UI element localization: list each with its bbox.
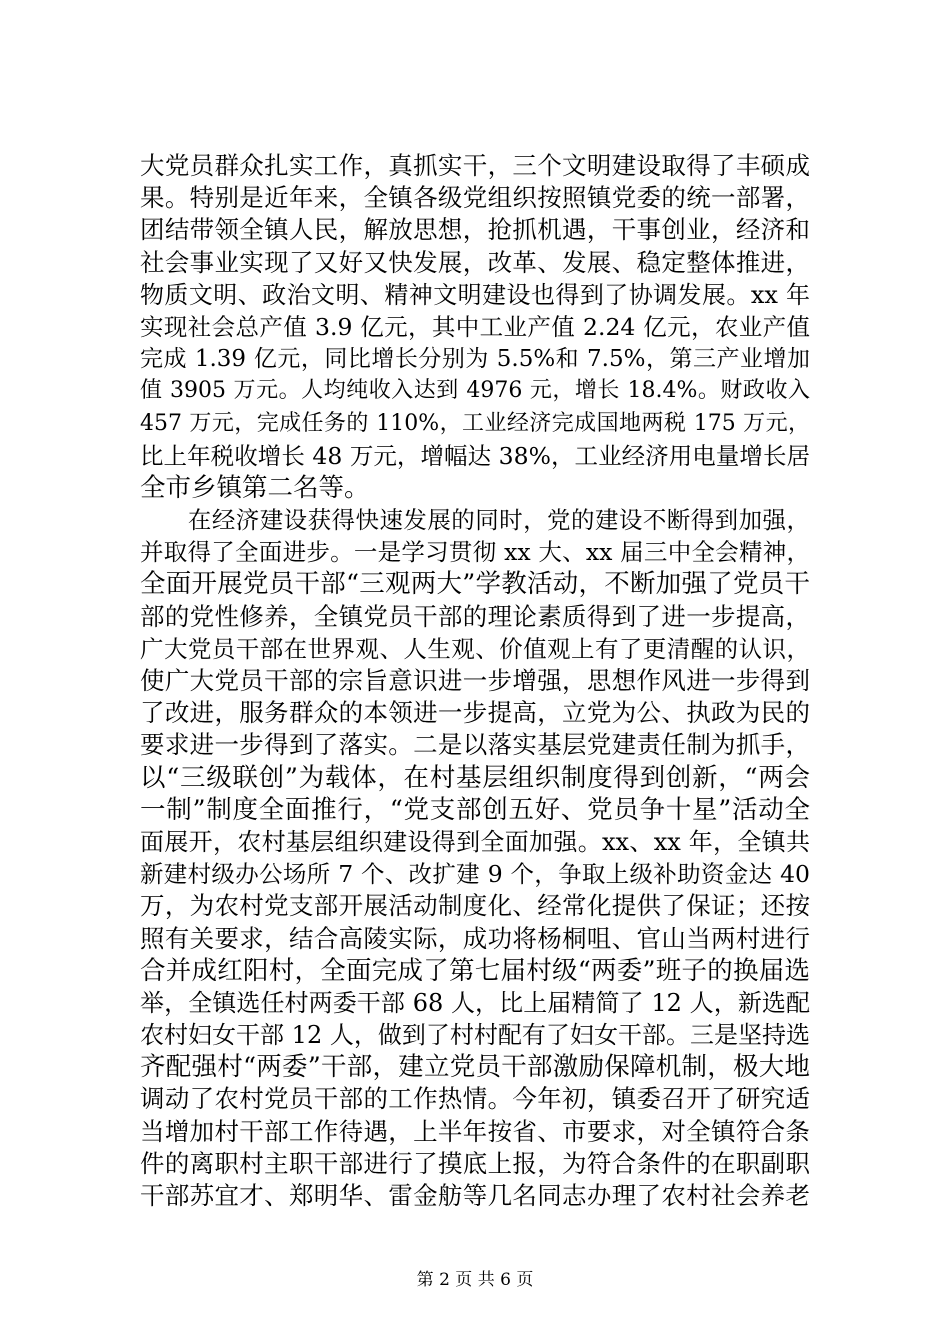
text-line: 以“三级联创”为载体，在村基层组织制度得到创新，“两会 (140, 762, 810, 793)
text-line: 值 3905 万元。人均纯收入达到 4976 元，增长 18.4%。财政收入 (140, 378, 810, 404)
text-line: 要求进一步得到了落实。二是以落实基层党建责任制为抓手， (140, 730, 810, 760)
text-line: 457 万元，完成任务的 110%，工业经济完成国地两税 175 万元， (140, 410, 810, 436)
text-line: 举，全镇选任村两委干部 68 人，比上届精简了 12 人，新选配 (140, 988, 810, 1017)
text-line: 大党员群众扎实工作，真抓实干，三个文明建设取得了丰硕成 (140, 151, 810, 180)
text-line: 干部苏宜才、郑明华、雷金舫等几名同志办理了农村社会养老 (140, 1181, 810, 1210)
text-line: 广大党员干部在世界观、人生观、价值观上有了更清醒的认识， (140, 634, 810, 663)
text-line: 实现社会总产值 3.9 亿元，其中工业产值 2.24 亿元，农业产值 (140, 312, 810, 341)
text-line: 新建村级办公场所 7 个、改扩建 9 个，争取上级补助资金达 40 (140, 860, 810, 889)
text-line: 使广大党员干部的宗旨意识进一步增强，思想作风进一步得到 (140, 666, 810, 695)
text-line: 农村妇女干部 12 人，做到了村村配有了妇女干部。三是坚持选 (140, 1021, 810, 1050)
text-line: 合并成红阳村，全面完成了第七届村级“两委”班子的换届选 (140, 955, 810, 986)
paragraph-end-line: 全市乡镇第二名等。 (140, 472, 370, 503)
text-line: 齐配强村“两委”干部，建立党员干部激励保障机制，极大地 (140, 1052, 810, 1083)
text-line: 物质文明、政治文明、精神文明建设也得到了协调发展。xx 年 (140, 280, 810, 309)
text-line: 团结带领全镇人民，解放思想，抢抓机遇，干事创业，经济和 (140, 215, 810, 245)
text-line: 社会事业实现了又好又快发展，改革、发展、稳定整体推进， (140, 247, 810, 277)
text-line: 面展开，农村基层组织建设得到全面加强。xx、xx 年，全镇共 (140, 827, 810, 856)
text-line: 全面开展党员干部“三观两大”学教活动，不断加强了党员干 (140, 569, 810, 600)
text-line: 比上年税收增长 48 万元，增幅达 38%，工业经济用电量增长居 (140, 441, 810, 470)
text-line: 当增加村干部工作待遇，上半年按省、市要求，对全镇符合条 (140, 1116, 810, 1146)
page-number-footer: 第 2 页 共 6 页 (416, 1270, 534, 1290)
paragraph-start-line: 在经济建设获得快速发展的同时，党的建设不断得到加强， (140, 506, 810, 535)
text-line: 照有关要求，结合高陵实际，成功将杨桐咀、官山当两村进行 (140, 923, 810, 953)
text-line: 调动了农村党员干部的工作热情。今年初，镇委召开了研究适 (140, 1084, 810, 1114)
text-line: 万，为农村党支部开展活动制度化、经常化提供了保证；还按 (140, 891, 810, 921)
text-line: 一制”制度全面推行，“党支部创五好、党员争十星”活动全 (140, 794, 810, 825)
document-body (140, 150, 810, 1212)
text-line: 件的离职村主职干部进行了摸底上报，为符合条件的在职副职 (140, 1148, 810, 1178)
text-line: 果。特别是近年来，全镇各级党组织按照镇党委的统一部署， (140, 183, 810, 213)
text-line: 并取得了全面进步。一是学习贯彻 xx 大、xx 届三中全会精神， (140, 538, 810, 567)
text-line: 部的党性修养，全镇党员干部的理论素质得到了进一步提高， (140, 601, 810, 631)
text-line: 完成 1.39 亿元，同比增长分别为 5.5%和 7.5%，第三产业增加 (140, 346, 810, 373)
text-line: 了改进，服务群众的本领进一步提高，立党为公、执政为民的 (140, 698, 810, 728)
